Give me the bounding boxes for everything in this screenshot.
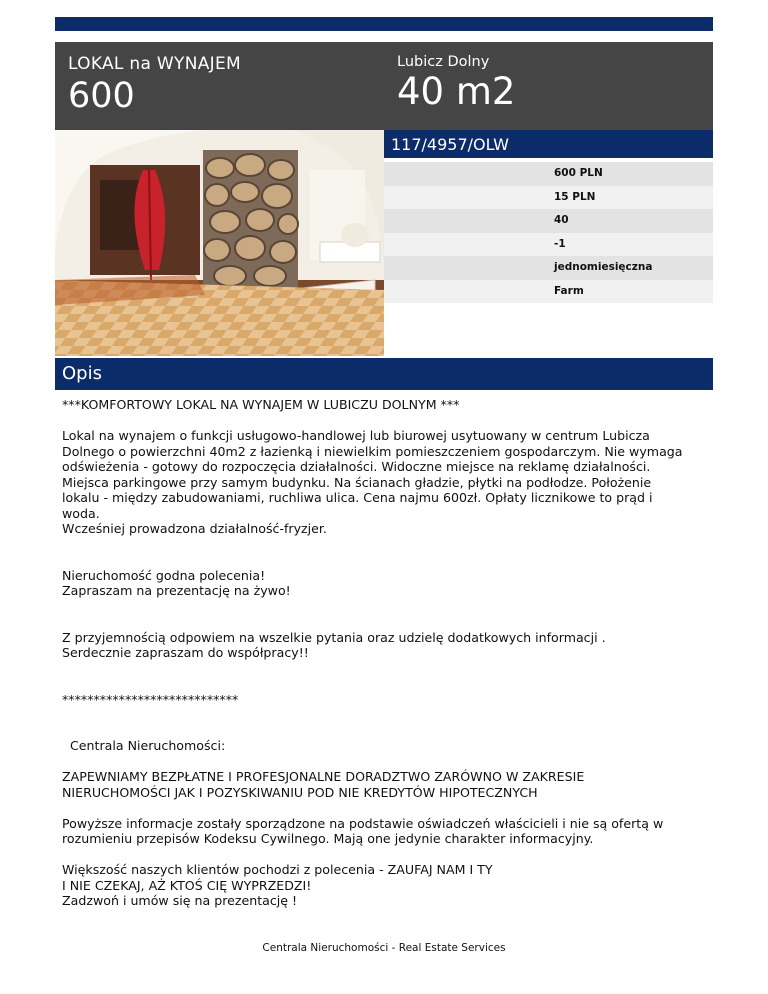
description-line: NIERUCHOMOŚCI JAK I POZYSKIWANIU POD NIE KREDYTÓW HIPOTECZNYCH xyxy=(62,784,538,800)
description-line xyxy=(62,800,710,816)
description-line xyxy=(62,723,710,739)
detail-row xyxy=(384,233,713,257)
listing-area: 40 m2 xyxy=(397,70,516,113)
description-line: I NIE CZEKAJ, AŻ KTOŚ CIĘ WYPRZEDZI! xyxy=(62,877,312,893)
property-photo xyxy=(55,130,384,356)
description-line xyxy=(62,754,710,770)
description-line xyxy=(62,707,710,723)
detail-value: Farm xyxy=(554,284,584,297)
reference-number: 117/4957/OLW xyxy=(391,135,509,154)
listing-header xyxy=(55,42,713,130)
detail-row xyxy=(384,209,713,233)
top-accent-bar xyxy=(55,17,713,31)
detail-row xyxy=(384,280,713,304)
detail-value: 15 PLN xyxy=(554,190,596,203)
description-line: Miejsca parkingowe przy samym budynku. Na ścianach gładzie, płytki na podłodze. Położenie xyxy=(62,474,652,490)
description-line: Nieruchomość godna polecenia! xyxy=(62,567,266,583)
description-line: Wcześniej prowadzona działalność-fryzjer. xyxy=(62,521,327,536)
description-line: ZAPEWNIAMY BEZPŁATNE I PROFESJONALNE DORADZTWO ZARÓWNO W ZAKRESIE xyxy=(62,769,585,784)
description-line xyxy=(62,847,710,863)
description-line: Serdecznie zapraszam do współpracy!! xyxy=(62,645,309,660)
description-line: Lokal na wynajem o funkcji usługowo-handlowej lub biurowej usytuowany w centrum Lubicza xyxy=(62,428,650,443)
description-line: Dolnego o powierzchni 40m2 z łazienką i niewielkim pomieszczeniem gospodarczym. Nie wymaga xyxy=(62,443,683,459)
details-table xyxy=(384,162,713,303)
section-title: Opis xyxy=(62,363,102,384)
description-line: woda. xyxy=(62,505,100,521)
detail-value: 40 xyxy=(554,214,569,226)
detail-row xyxy=(384,162,713,186)
detail-value: 600 PLN xyxy=(554,167,603,179)
description-line xyxy=(62,537,710,553)
detail-row xyxy=(384,186,713,210)
description-line xyxy=(62,599,710,615)
description-line xyxy=(62,413,710,429)
detail-value: -1 xyxy=(554,237,566,250)
listing-price: 600 xyxy=(68,76,135,116)
description-line xyxy=(62,661,710,677)
detail-value: jednomiesięczna xyxy=(554,261,653,273)
description-line: rozumieniu przepisów Kodeksu Cywilnego. Mają one jedynie charakter informacyjny. xyxy=(62,831,594,846)
description-line: **************************** xyxy=(62,691,239,707)
description-line xyxy=(62,676,710,692)
listing-location: Lubicz Dolny xyxy=(397,54,490,70)
detail-row xyxy=(384,256,713,280)
description-line xyxy=(62,614,710,630)
reference-number-bar xyxy=(384,130,713,158)
description-section-header xyxy=(55,358,713,390)
description-line: lokalu - między zabudowaniami, ruchliwa ulica. Cena najmu 600zł. Opłaty licznikowe to prąd i xyxy=(62,490,653,505)
description-line: Centrala Nieruchomości: xyxy=(70,738,226,753)
description-text xyxy=(62,397,710,909)
description-line: Z przyjemnością odpowiem na wszelkie pytania oraz udzielę dodatkowych informacji . xyxy=(62,629,606,645)
description-line: ***KOMFORTOWY LOKAL NA WYNAJEM W LUBICZU DOLNYM *** xyxy=(62,397,460,412)
description-line: Większość naszych klientów pochodzi z polecenia - ZAUFAJ NAM I TY xyxy=(62,862,493,877)
description-line: Zapraszam na prezentację na żywo! xyxy=(62,583,291,598)
description-line: Powyższe informacje zostały sporządzone na podstawie oświadczeń właścicieli i nie są ofertą w xyxy=(62,815,664,831)
description-line: Zadzwoń i umów się na prezentację ! xyxy=(62,893,298,908)
listing-type: LOKAL na WYNAJEM xyxy=(68,54,241,74)
description-line xyxy=(62,552,710,568)
description-line: odświeżenia - gotowy do rozpoczęcia działalności. Widoczne miejsce na reklamę działalności. xyxy=(62,459,651,474)
page-footer: Centrala Nieruchomości - Real Estate Services xyxy=(262,942,506,954)
